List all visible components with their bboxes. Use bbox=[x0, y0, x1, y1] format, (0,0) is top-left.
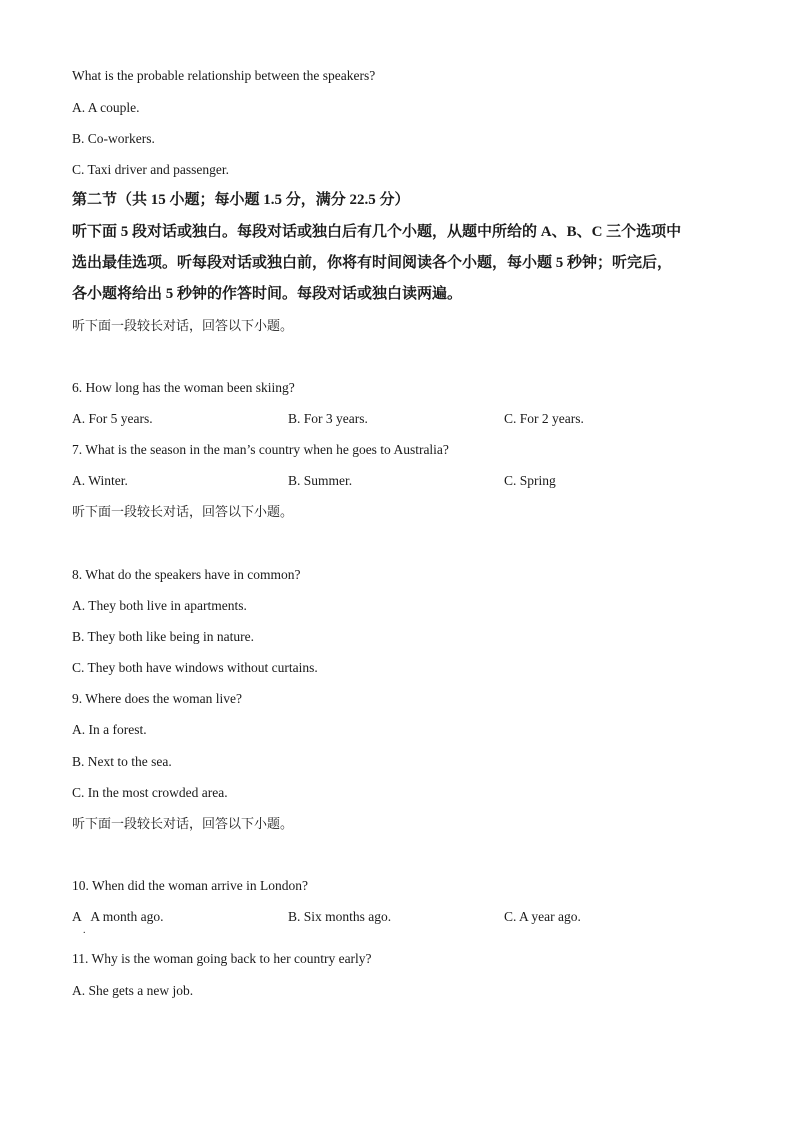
q5-option-a: A. A couple. bbox=[72, 100, 140, 115]
q10-option-b: B. Six months ago. bbox=[288, 909, 392, 924]
q9-option-b: B. Next to the sea. bbox=[72, 754, 172, 769]
listen-prompt: 听下面一段较长对话，回答以下小题。 bbox=[72, 816, 294, 831]
listen-prompt: 听下面一段较长对话，回答以下小题。 bbox=[72, 504, 294, 519]
q6-stem: 6. How long has the woman been skiing? bbox=[72, 380, 295, 395]
q6-option-b: B. For 3 years. bbox=[288, 411, 368, 426]
q8-option-c: C. They both have windows without curtains. bbox=[72, 660, 318, 675]
q5-option-b: B. Co-workers. bbox=[72, 131, 155, 146]
q7-option-a: A. Winter. bbox=[72, 473, 128, 488]
section2-instruction-line: 选出最佳选项。听每段对话或独白前，你将有时间阅读各个小题，每小题 5 秒钟；听完后， bbox=[72, 255, 673, 271]
listen-prompt: 听下面一段较长对话，回答以下小题。 bbox=[72, 318, 294, 333]
q9-stem: 9. Where does the woman live? bbox=[72, 691, 242, 706]
q7-stem: 7. What is the season in the man’s country when he goes to Australia? bbox=[72, 442, 449, 457]
q11-option-a: A. She gets a new job. bbox=[72, 983, 194, 998]
section2-heading: 第二节（共 15 小题；每小题 1.5 分，满分 22.5 分） bbox=[72, 192, 410, 208]
section2-instruction-line: 各小题将给出 5 秒钟的作答时间。每段对话或独白读两遍。 bbox=[72, 286, 463, 302]
q7-option-b: B. Summer. bbox=[288, 473, 353, 488]
q8-option-b: B. They both like being in nature. bbox=[72, 629, 254, 644]
q7-options bbox=[0, 472, 794, 490]
q10-options bbox=[0, 908, 794, 926]
q10-option-a: A A month ago. bbox=[72, 909, 164, 924]
q9-option-a: A. In a forest. bbox=[72, 722, 147, 737]
q6-option-a: A. For 5 years. bbox=[72, 411, 153, 426]
q10-option-c: C. A year ago. bbox=[504, 909, 581, 924]
q11-stem: 11. Why is the woman going back to her country early? bbox=[72, 951, 372, 966]
q10-stem: 10. When did the woman arrive in London? bbox=[72, 878, 308, 893]
q7-option-c: C. Spring bbox=[504, 473, 556, 488]
stray-dot-mark: . bbox=[83, 925, 86, 936]
section2-instruction-line: 听下面 5 段对话或独白。每段对话或独白后有几个小题，从题中所给的 A、B、C 三个选项中 bbox=[72, 224, 682, 240]
q6-option-c: C. For 2 years. bbox=[504, 411, 584, 426]
q8-option-a: A. They both live in apartments. bbox=[72, 598, 247, 613]
q5-option-c: C. Taxi driver and passenger. bbox=[72, 162, 230, 177]
q9-option-c: C. In the most crowded area. bbox=[72, 785, 228, 800]
q5-stem: What is the probable relationship between the speakers? bbox=[72, 68, 376, 83]
q8-stem: 8. What do the speakers have in common? bbox=[72, 567, 301, 582]
q6-options bbox=[0, 410, 794, 428]
